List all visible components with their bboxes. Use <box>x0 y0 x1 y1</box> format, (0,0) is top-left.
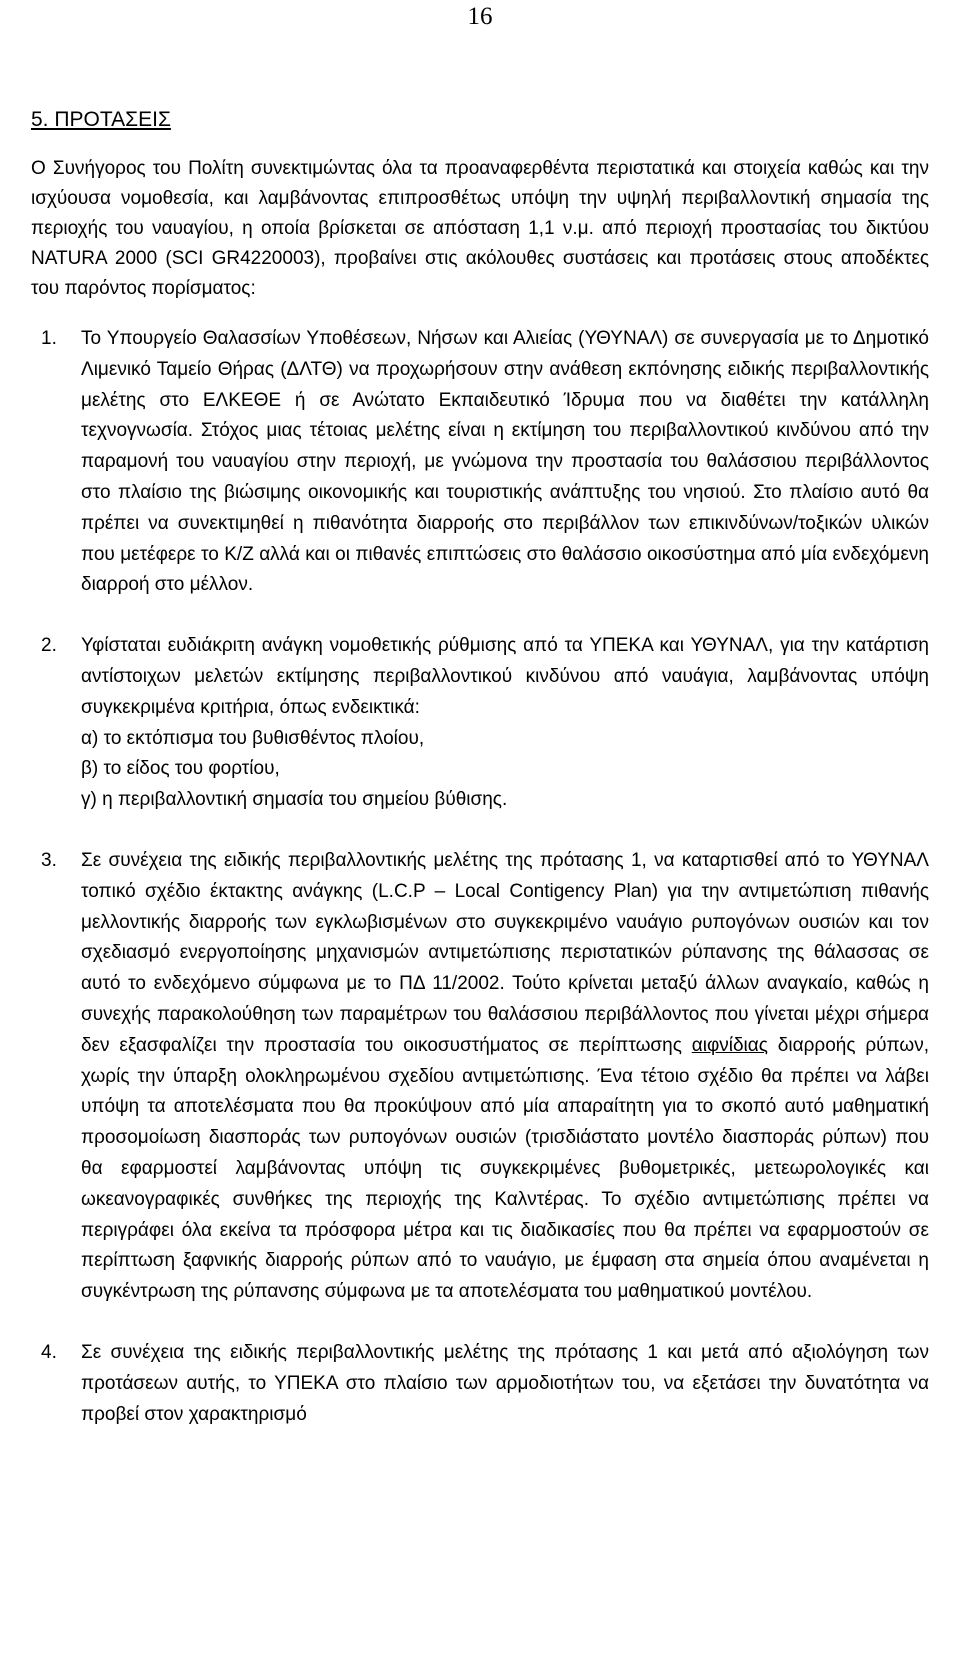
criteria-line-a: α) το εκτόπισμα του βυθισθέντος πλοίου, <box>81 727 425 749</box>
page-number: 16 <box>467 3 493 30</box>
proposal-number: 3. <box>41 849 57 871</box>
proposal-number: 4. <box>41 1341 57 1363</box>
proposal-text <box>81 846 929 1308</box>
proposal-number: 1. <box>41 328 57 349</box>
proposal-text-part-a: Σε συνέχεια της ειδικής περιβαλλοντικής μελέτης της πρότασης 1, να καταρτισθεί από το ΥΘΥΝΑΛ τοπικό σχέδιο έκτακτης ανάγκης (L.C.P – Local Contigency Plan) για την αντιμετώπιση πιθανής μελλοντικής διαρροής των εγκλωβισμένων στο συγκεκριμένο ναυάγιο ρυπογόνων ουσιών και τον σχεδιασμό ενεργοποίησης μηχανισμών αντιμετώπισης περιστατικών ρύπανσης της θάλασσας σε αυτό το ενδεχόμενο σύμφωνα με το ΠΔ 11/2002. Τούτο κρίνεται μεταξύ άλλων αναγκαίο, καθώς η συνεχής παρακολούθηση των παραμέτρων του θαλάσσιου περιβάλλοντος που γίνεται μέχρι σήμερα δεν εξασφαλίζει την προστασία του οικοσυστήματος σε περίπτωσης <box>81 849 929 1056</box>
proposal-text-part-b: διαρροής ρύπων, χωρίς την ύπαρξη ολοκληρωμένου σχεδίου αντιμετώπισης. Ένα τέτοιο σχέδιο θα πρέπει να λάβει υπόψη τα αποτελέσματα που θα προκύψουν από μία απαραίτητη για το σκοπό αυτό μαθηματική προσομοίωση διασποράς των ρυπογόνων ουσιών (τρισδιάστατο μοντέλο διασποράς ρύπων) που θα εφαρμοστεί λαμβάνοντας υπόψη τις συγκεκριμένες βυθομετρικές, μετεωρολογικές και ωκεανογραφικές συνθήκες της περιοχής της Καλντέρας. Το σχέδιο αντιμετώπισης πρέπει να περιγράφει όλα εκείνα τα πρόσφορα μέτρα και τις διαδικασίες που θα πρέπει να εφαρμοστούν σε περίπτωση ξαφνικής διαρροής ρύπων από το ναυάγιο, με έμφαση στα σημεία όπου αναμένεται η συγκέντρωση της ρύπανσης σύμφωνα με τα αποτελέσματα του μαθηματικού μοντέλου. <box>81 1034 930 1303</box>
proposal-item-2 <box>31 631 929 816</box>
document-body <box>31 106 929 1460</box>
section-heading: 5. ΠΡΟΤΑΣΕΙΣ <box>31 108 171 131</box>
criteria-line-c: γ) η περιβαλλοντική σημασία του σημείου βύθισης. <box>81 789 508 811</box>
underlined-word: αιφνίδιας <box>691 1034 768 1056</box>
proposal-item-4 <box>31 1338 929 1430</box>
proposal-text: Υφίσταται ευδιάκριτη ανάγκη νομοθετικής ρύθμισης από τα ΥΠΕΚΑ και ΥΘΥΝΑΛ, για την κατάρτιση αντίστοιχων μελετών εκτίμησης περιβαλλοντικού κινδύνου από ναυάγια, λαμβάνοντας υπόψη συγκεκριμένα κριτήρια, όπως ενδεικτικά: <box>81 635 929 718</box>
proposal-text: Σε συνέχεια της ειδικής περιβαλλοντικής μελέτης της πρότασης 1 και μετά από αξιολόγηση των προτάσεων αυτής, το ΥΠΕΚΑ στο πλαίσιο των αρμοδιοτήτων του, να εξετάσει την δυνατότητα να προβεί στον χαρακτηρισμό <box>81 1341 929 1425</box>
proposal-item-1 <box>31 324 929 601</box>
proposal-number: 2. <box>41 635 57 657</box>
proposal-text: Το Υπουργείο Θαλασσίων Υποθέσεων, Νήσων και Αλιείας (ΥΘΥΝΑΛ) σε συνεργασία με το Δημοτικό Λιμενικό Ταμείο Θήρας (ΔΛΤΘ) να προχωρήσουν στην ανάθεση εκπόνησης ειδικής περιβαλλοντικής μελέτης στο ΕΛΚΕΘΕ ή σε Ανώτατο Εκπαιδευτικό Ίδρυμα που να διαθέτει την κατάλληλη τεχνογνωσία. Στόχος μιας τέτοιας μελέτης είναι η εκτίμηση του περιβαλλοντικού κινδύνου από την παραμονή του ναυαγίου στην περιοχή, με γνώμονα την προστασία του θαλάσσιου περιβάλλοντος στο πλαίσιο της βιώσιμης οικονομικής και τουριστικής ανάπτυξης του νησιού. Στο πλαίσιο αυτό θα πρέπει να συνεκτιμηθεί η πιθανότητα διαρροής στο περιβάλλον των επικινδύνων/τοξικών υλικών που μετέφερε το Κ/Ζ αλλά και οι πιθανές επιπτώσεις στο θαλάσσιο οικοσύστημα από μία ενδεχόμενη διαρροή στο μέλλον. <box>81 328 929 596</box>
criteria-line-b: β) το είδος του φορτίου, <box>81 758 280 780</box>
proposal-item-3 <box>31 846 929 1308</box>
proposals-list <box>31 324 929 1430</box>
intro-paragraph: Ο Συνήγορος του Πολίτη συνεκτιμώντας όλα τα προαναφερθέντα περιστατικά και στοιχεία καθώς και την ισχύουσα νομοθεσία, και λαμβάνοντας επιπροσθέτως υπόψη την υψηλή περιβαλλοντική σημασία της περιοχής του ναυαγίου, η οποία βρίσκεται σε απόσταση 1,1 ν.μ. από περιοχή προστασίας του δικτύου NATURA 2000 (SCI GR4220003), προβαίνει στις ακόλουθες συστάσεις και προτάσεις στους αποδέκτες του παρόντος πορίσματος: <box>31 158 929 299</box>
